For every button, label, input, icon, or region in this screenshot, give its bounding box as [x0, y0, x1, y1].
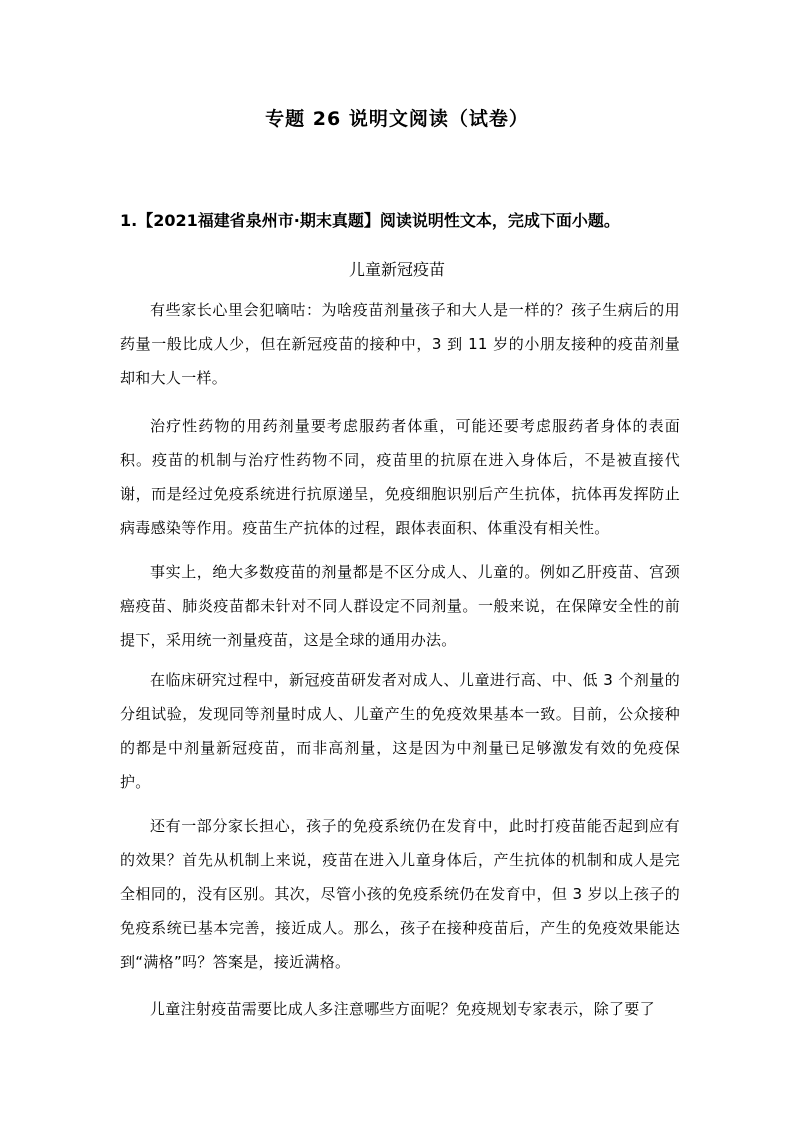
- paragraph: 在临床研究过程中，新冠疫苗研发者对成人、儿童进行高、中、低 3 个剂量的分组试验，发现同等剂量时成人、儿童产生的免疫效果基本一致。目前，公众接种的都是中剂量新冠疫苗，而非高剂量，这是因为中剂量已足够激发有效的免疫保护。: [120, 671, 680, 791]
- article-title: 儿童新冠疫苗: [348, 260, 445, 279]
- question-heading: 1.【2021福建省泉州市·期末真题】阅读说明性文本，完成下面小题。: [120, 211, 620, 230]
- paragraph: 事实上，绝大多数疫苗的剂量都是不区分成人、儿童的。例如乙肝疫苗、宫颈癌疫苗、肺炎疫苗都未针对不同人群设定不同剂量。一般来说，在保障安全性的前提下，采用统一剂量疫苗，这是全球的通用办法。: [120, 563, 680, 649]
- paragraph: 有些家长心里会犯嘀咕：为啥疫苗剂量孩子和大人是一样的？孩子生病后的用药量一般比成人少，但在新冠疫苗的接种中，3 到 11 岁的小朋友接种的疫苗剂量却和大人一样。: [120, 301, 680, 387]
- paragraph: 还有一部分家长担心，孩子的免疫系统仍在发育中，此时打疫苗能否起到应有的效果？首先从机制上来说，疫苗在进入儿童身体后，产生抗体的机制和成人是完全相同的，没有区别。其次，尽管小孩的免疫系统仍在发育中，但 3 岁以上孩子的免疫系统已基本完善，接近成人。那么，孩子在接种疫苗后，产生的免疫效果能达到“满格”吗？答案是，接近满格。: [120, 817, 680, 971]
- paragraph: 治疗性药物的用药剂量要考虑服药者体重，可能还要考虑服药者身体的表面积。疫苗的机制与治疗性药物不同，疫苗里的抗原在进入身体后，不是被直接代谢，而是经过免疫系统进行抗原递呈，免疫细胞识别后产生抗体，抗体再发挥防止病毒感染等作用。疫苗生产抗体的过程，跟体表面积、体重没有相关性。: [120, 417, 680, 537]
- document-title: 专题 26 说明文阅读（试卷）: [265, 108, 529, 130]
- paragraph: 儿童注射疫苗需要比成人多注意哪些方面呢？免疫规划专家表示，除了要了: [150, 1000, 655, 1018]
